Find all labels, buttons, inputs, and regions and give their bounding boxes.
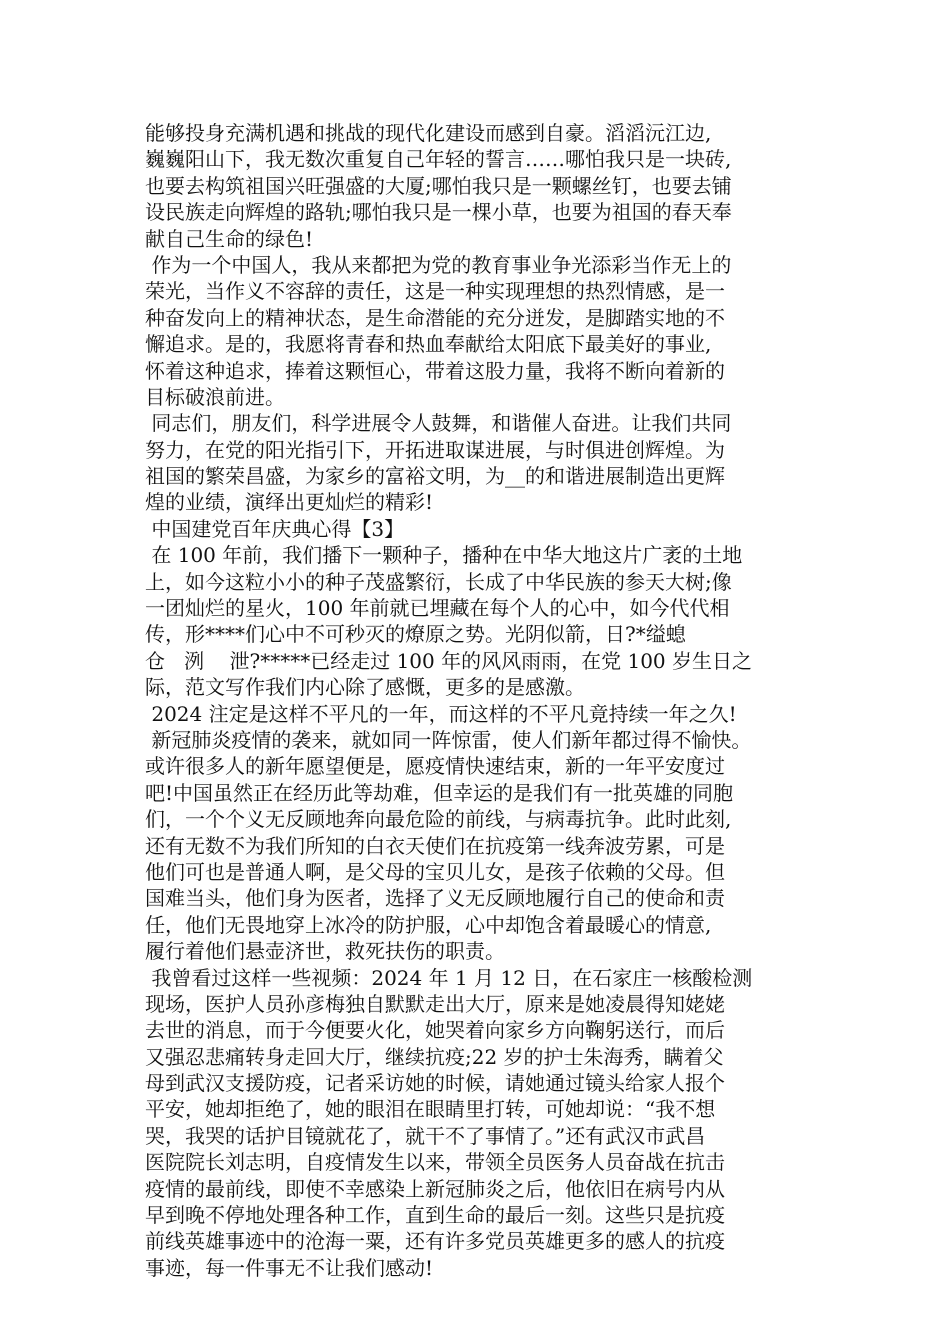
text-line: 我曾看过这样一些视频：2024 年 1 月 12 日，在石家庄一核酸检测 (145, 965, 753, 990)
text-line: 怀着这种追求，捧着这颗恒心，带着这股力量，我将不断向着新的 (145, 358, 725, 383)
text-line: 们，一个个义无反顾地奔向最危险的前线，与病毒抗争。此时此刻, (145, 807, 732, 832)
text-line: 国难当头，他们身为医者，选择了义无反顾地履行自己的使命和责 (145, 886, 725, 911)
text-line: 他们可也是普通人啊，是父母的宝贝儿女，是孩子依赖的父母。但 (145, 859, 725, 884)
text-line: 医院院长刘志明，自疫情发生以来，带领全员医务人员奋战在抗击 (145, 1150, 725, 1175)
text-line: 际，范文写作我们内心除了感慨，更多的是感激。 (145, 675, 585, 700)
text-line: 2024 注定是这样不平凡的一年，而这样的不平凡竟持续一年之久! (145, 701, 737, 726)
text-line: 早到晚不停地处理各种工作，直到生命的最后一刻。这些只是抗疫 (145, 1203, 725, 1228)
text-line: 也要去构筑祖国兴旺强盛的大厦;哪怕我只是一颗螺丝钉，也要去铺 (145, 173, 732, 198)
text-line: 又强忍悲痛转身走回大厅，继续抗疫;22 岁的护士朱海秀，瞒着父 (145, 1044, 724, 1069)
text-line: 懈追求。是的，我愿将青春和热血奉献给太阳底下最美好的事业, (145, 332, 712, 357)
text-line: 种奋发向上的精神状态，是生命潜能的充分迸发，是脚踏实地的不 (145, 305, 725, 330)
text-line: 一团灿烂的星火，100 年前就已埋藏在每个人的心中，如今代代相 (145, 596, 730, 621)
text-line: 目标破浪前进。 (145, 384, 285, 409)
text-line: 履行着他们悬壶济世，救死扶伤的职责。 (145, 939, 505, 964)
text-line: 或许很多人的新年愿望便是，愿疫情快速结束，新的一年平安度过 (145, 754, 725, 779)
text-line: 同志们，朋友们，科学进展令人鼓舞，和谐催人奋进。让我们共同 (145, 411, 732, 436)
text-line: 吧!中国虽然正在经历此等劫难，但幸运的是我们有一批英雄的同胞 (145, 780, 734, 805)
text-line: 事迹，每一件事无不让我们感动! (145, 1255, 434, 1280)
text-line: 任，他们无畏地穿上冰冷的防护服，心中却饱含着最暖心的情意, (145, 912, 712, 937)
text-line: 哭，我哭的话护目镜就花了，就干不了事情了。”还有武汉市武昌 (145, 1123, 706, 1148)
text-line: 仓 洌 泄?*****已经走过 100 年的风风雨雨，在党 100 岁生日之 (145, 648, 753, 673)
document-body (145, 120, 825, 1281)
text-line: 努力，在党的阳光指引下，开拓进取谋进展，与时俱进创辉煌。为 (145, 437, 725, 462)
text-line: 祖国的繁荣昌盛，为家乡的富裕文明，为__的和谐进展制造出更辉 (145, 464, 725, 489)
text-line: 中国建党百年庆典心得【3】 (145, 516, 405, 541)
text-line: 献自己生命的绿色! (145, 226, 314, 251)
text-line: 煌的业绩，演绎出更灿烂的精彩! (145, 490, 434, 515)
text-line: 母到武汉支援防疫，记者采访她的时候，请她通过镜头给家人报个 (145, 1071, 725, 1096)
text-line: 现场，医护人员孙彦梅独自默默走出大厅，原来是她凌晨得知姥姥 (145, 991, 725, 1016)
text-line: 传，形****们心中不可秒灭的燎原之势。光阴似箭，日?*缢螅 (145, 622, 686, 647)
text-line: 新冠肺炎疫情的袭来，就如同一阵惊雷，使人们新年都过得不愉快。 (145, 727, 752, 752)
text-line: 能够投身充满机遇和挑战的现代化建设而感到自豪。滔滔沅江边, (145, 121, 712, 145)
text-line: 作为一个中国人，我从来都把为党的教育事业争光添彩当作无上的 (145, 252, 732, 277)
text-line: 在 100 年前，我们播下一颗种子，播种在中华大地这片广袤的土地 (145, 543, 743, 568)
text-line: 还有无数不为我们所知的白衣天使们在抗疫第一线奔波劳累，可是 (145, 833, 725, 858)
text-line: 去世的消息，而于今便要火化，她哭着向家乡方向鞠躬送行，而后 (145, 1018, 725, 1043)
text-line: 疫情的最前线，即使不幸感染上新冠肺炎之后，他依旧在病号内从 (145, 1176, 725, 1201)
text-line: 荣光，当作义不容辞的责任，这是一种实现理想的热烈情感，是一 (145, 279, 725, 304)
text-line: 上，如今这粒小小的种子茂盛繁衍，长成了中华民族的参天大树;像 (145, 569, 732, 594)
text-line: 巍巍阳山下，我无数次重复自己年轻的誓言……哪怕我只是一块砖, (145, 147, 732, 172)
text-line: 平安，她却拒绝了，她的眼泪在眼睛里打转，可她却说：“我不想 (145, 1097, 716, 1122)
text-line: 设民族走向辉煌的路轨;哪怕我只是一棵小草，也要为祖国的春天奉 (145, 200, 732, 225)
text-line: 前线英雄事迹中的沧海一粟，还有许多党员英雄更多的感人的抗疫 (145, 1229, 725, 1254)
